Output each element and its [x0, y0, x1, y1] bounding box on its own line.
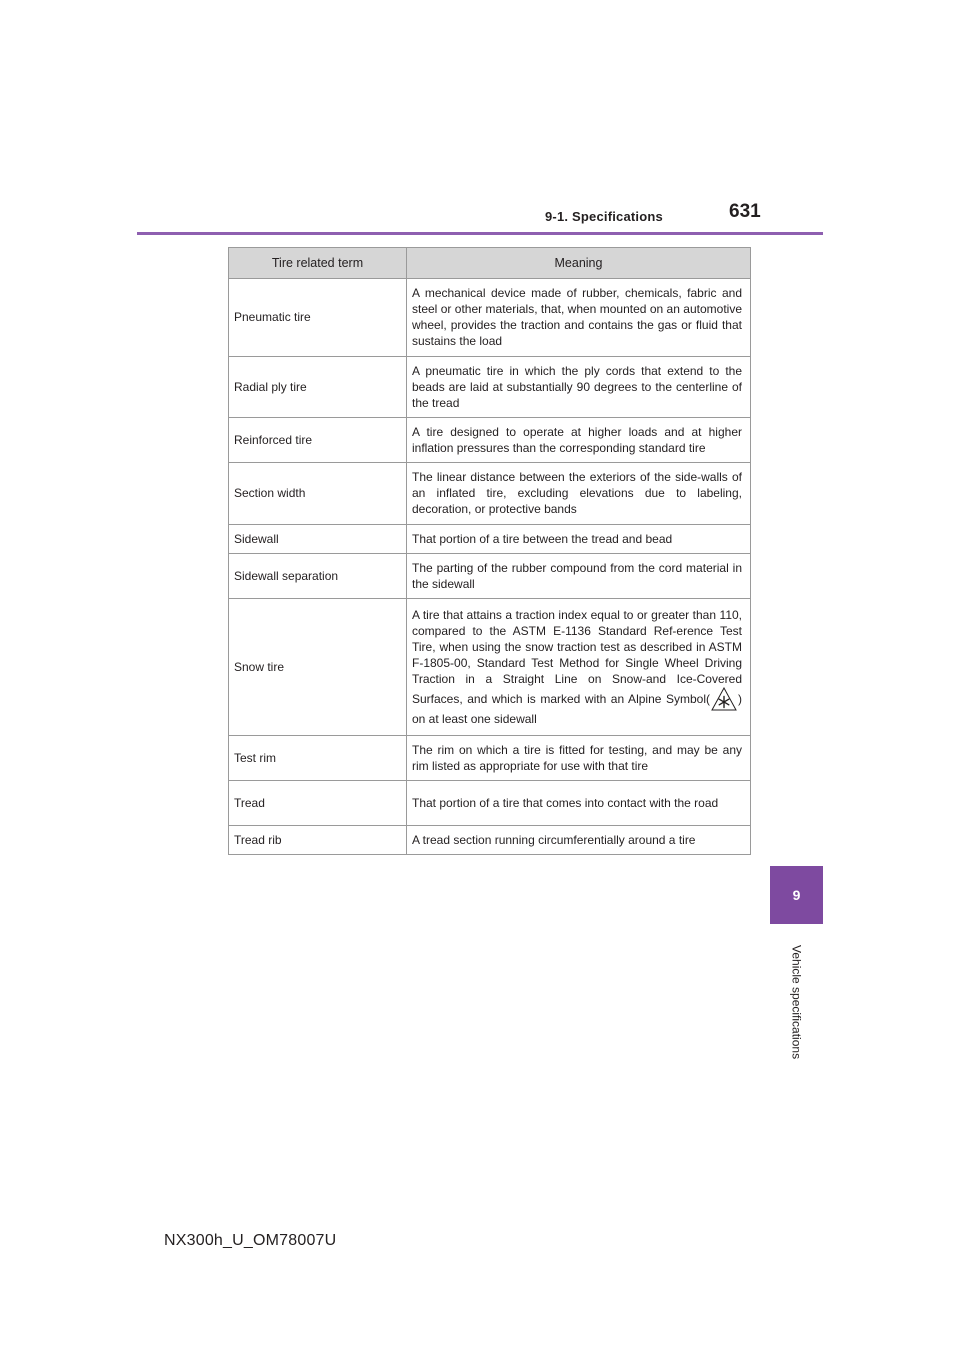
table-row — [229, 599, 751, 736]
term-cell: Tread rib — [229, 826, 407, 855]
term-cell: Snow tire — [229, 599, 407, 736]
table-row — [229, 357, 751, 418]
chapter-title — [770, 932, 823, 1072]
meaning-cell: That portion of a tire between the tread and bead — [407, 525, 751, 554]
term-cell: Test rim — [229, 736, 407, 781]
meaning-cell: The parting of the rubber compound from the cord material in the sidewall — [407, 554, 751, 599]
meaning-cell: A tread section running circumferentially around a tire — [407, 826, 751, 855]
table-row — [229, 554, 751, 599]
term-cell: Tread — [229, 781, 407, 826]
term-cell: Pneumatic tire — [229, 279, 407, 357]
tire-terms-table — [228, 247, 751, 855]
chapter-tab[interactable] — [770, 866, 823, 924]
manual-code: NX300h_U_OM78007U — [164, 1232, 337, 1249]
meaning-cell: The rim on which a tire is fitted for testing, and may be any rim listed as appropriate for use with that tire — [407, 736, 751, 781]
term-cell: Section width — [229, 463, 407, 525]
table-row — [229, 826, 751, 855]
meaning-cell: A tire designed to operate at higher loads and at higher inflation pressures than the corresponding standard tire — [407, 418, 751, 463]
meaning-cell: A pneumatic tire in which the ply cords that extend to the beads are laid at substantially 90 degrees to the centerline of the tread — [407, 357, 751, 418]
snow-tire-meaning-end: ) on at least one sidewall — [412, 691, 742, 726]
snow-tire-meaning-text: A tire that attains a traction index equal to or greater than 110, compared to the ASTM E-1136 Standard Ref-erence Test Tire, when using the snow traction test as described in ASTM F-1805-00, Standard Test Method for Single Wheel Driving Traction in a Straight Line on Snow-and Ice-Covered Surfaces, and which is marked with an Alpine Symbol( — [412, 607, 742, 706]
term-cell: Radial ply tire — [229, 357, 407, 418]
header-divider — [137, 232, 823, 235]
table-header-row — [229, 248, 751, 279]
term-cell: Sidewall — [229, 525, 407, 554]
meaning-cell: That portion of a tire that comes into contact with the road — [407, 781, 751, 826]
page-number: 631 — [729, 201, 761, 222]
term-cell: Sidewall separation — [229, 554, 407, 599]
table-row — [229, 736, 751, 781]
meaning-cell — [407, 599, 751, 736]
table-row — [229, 463, 751, 525]
meaning-cell: The linear distance between the exteriors of the side-walls of an inflated tire, excluding elevations due to labeling, decoration, or protective bands — [407, 463, 751, 525]
column-header-term: Tire related term — [229, 248, 407, 279]
term-cell: Reinforced tire — [229, 418, 407, 463]
alpine-symbol-icon — [711, 687, 737, 711]
chapter-title-text: Vehicle specifications — [789, 944, 804, 1060]
table-row — [229, 781, 751, 826]
chapter-number: 9 — [792, 887, 801, 903]
column-header-meaning: Meaning — [407, 248, 751, 279]
meaning-cell: A mechanical device made of rubber, chemicals, fabric and steel or other materials, that, when mounted on an automotive wheel, provides the traction and contains the gas or fluid that sustains the load — [407, 279, 751, 357]
section-title: 9-1. Specifications — [545, 209, 663, 224]
table-row — [229, 525, 751, 554]
table-row — [229, 418, 751, 463]
table-row — [229, 279, 751, 357]
